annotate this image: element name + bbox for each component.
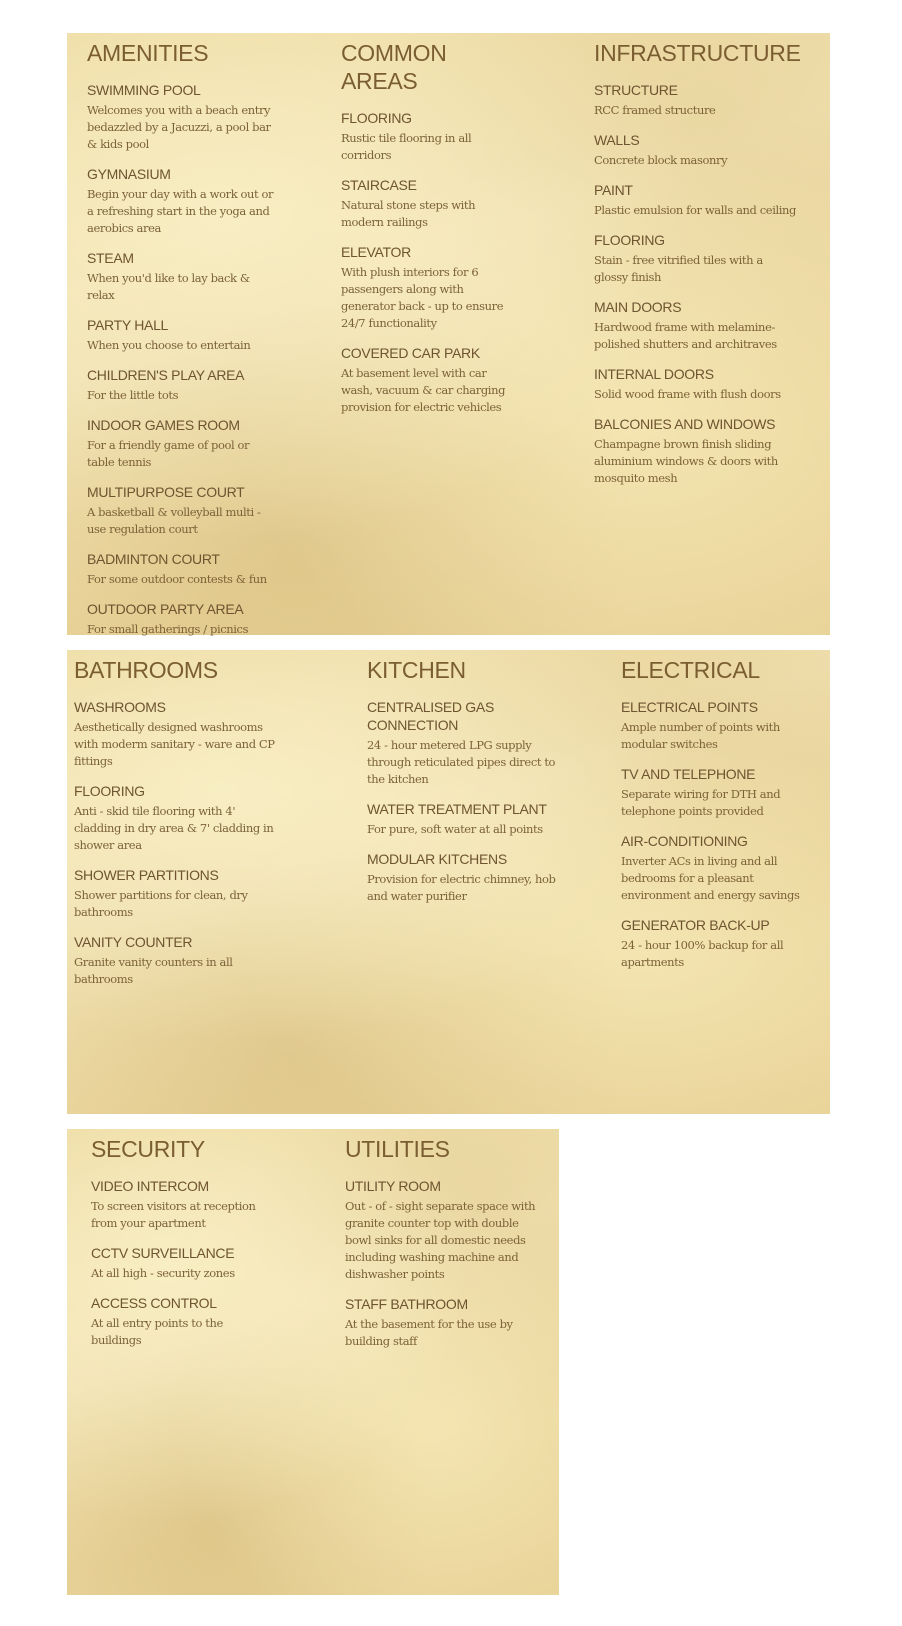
spec-item-title: PAINT [594, 182, 633, 198]
spec-item-description: Stain - free vitrified tiles with a glossy finish [594, 253, 763, 284]
spec-item-description: To screen visitors at reception from your apartment [91, 1199, 256, 1230]
spec-item-title: SWIMMING POOL [87, 82, 201, 98]
section-electrical [621, 650, 821, 983]
spec-item-description: Out - of - sight separate space with granite counter top with double bowl sinks for all domestic needs including washing machine and dishwasher points [345, 1199, 536, 1281]
spec-item-title: CCTV SURVEILLANCE [91, 1245, 235, 1261]
spec-item [345, 1295, 545, 1350]
specs-panel-middle [67, 650, 830, 1114]
spec-item [621, 916, 821, 971]
spec-item [621, 832, 821, 904]
spec-item-description: At basement level with car wash, vacuum & car charging provision for electric vehicles [341, 366, 506, 414]
spec-item-description: A basketball & volleyball multi - use regulation court [87, 505, 261, 536]
section-title: INFRASTRUCTURE [594, 40, 801, 66]
spec-item-title: BALCONIES AND WINDOWS [594, 416, 776, 432]
spec-item-description: Separate wiring for DTH and telephone points provided [621, 787, 781, 818]
spec-item-description: When you choose to entertain [87, 338, 251, 352]
spec-item-description: With plush interiors for 6 passengers along with generator back - up to ensure 24/7 functionality [341, 265, 504, 330]
spec-item-description: At all entry points to the buildings [91, 1316, 223, 1347]
spec-item-description: RCC framed structure [594, 103, 716, 117]
spec-item-title: FLOORING [341, 110, 412, 126]
spec-item-title: COVERED CAR PARK [341, 345, 480, 361]
spec-item [74, 782, 279, 854]
spec-item [91, 1294, 271, 1349]
spec-item [87, 165, 277, 237]
spec-item-title: GENERATOR BACK-UP [621, 917, 770, 933]
spec-item-description: Solid wood frame with flush doors [594, 387, 781, 401]
spec-item-description: At all high - security zones [91, 1266, 235, 1280]
spec-item-title: STEAM [87, 250, 134, 266]
spec-item-title: CENTRALISED GAS CONNECTION [367, 699, 494, 733]
spec-item-title: VANITY COUNTER [74, 934, 193, 950]
spec-item [621, 698, 821, 753]
spec-item [621, 765, 821, 820]
spec-item-description: Natural stone steps with modern railings [341, 198, 476, 229]
section-title: AMENITIES [87, 40, 209, 66]
spec-item-description: 24 - hour metered LPG supply through reticulated pipes direct to the kitchen [367, 738, 556, 786]
spec-item-description: Welcomes you with a beach entry bedazzled by a Jacuzzi, a pool bar & kids pool [87, 103, 271, 151]
section-kitchen [367, 650, 572, 917]
section-infrastructure [594, 33, 799, 499]
section-bathrooms [74, 650, 279, 1000]
spec-item-title: FLOORING [594, 232, 665, 248]
spec-item [74, 698, 279, 770]
section-security [91, 1129, 271, 1361]
spec-item-description: For pure, soft water at all points [367, 822, 543, 836]
spec-item-title: STAIRCASE [341, 177, 417, 193]
spec-item-title: CHILDREN'S PLAY AREA [87, 367, 245, 383]
spec-item [594, 365, 799, 403]
spec-item-title: MAIN DOORS [594, 299, 682, 315]
spec-item-title: INDOOR GAMES ROOM [87, 417, 240, 433]
spec-item-description: For a friendly game of pool or table tennis [87, 438, 250, 469]
spec-item-title: ACCESS CONTROL [91, 1295, 217, 1311]
spec-item-description: Rustic tile flooring in all corridors [341, 131, 472, 162]
spec-item-title: BADMINTON COURT [87, 551, 220, 567]
spec-item [87, 550, 277, 588]
spec-item-title: AIR-CONDITIONING [621, 833, 748, 849]
spec-item [87, 249, 277, 304]
spec-item-title: SHOWER PARTITIONS [74, 867, 219, 883]
spec-item [341, 109, 516, 164]
spec-item-description: When you'd like to lay back & relax [87, 271, 250, 302]
section-title: KITCHEN [367, 657, 466, 683]
spec-item-description: For some outdoor contests & fun [87, 572, 267, 586]
spec-item-description: Anti - skid tile flooring with 4' cladding in dry area & 7' cladding in shower area [74, 804, 274, 852]
spec-item [594, 231, 799, 286]
spec-item [87, 600, 277, 638]
section-title: SECURITY [91, 1136, 205, 1162]
spec-item-description: 24 - hour 100% backup for all apartments [621, 938, 784, 969]
section-title: BATHROOMS [74, 657, 218, 683]
spec-item [87, 316, 277, 354]
section-amenities [87, 33, 277, 650]
spec-item-description: Plastic emulsion for walls and ceiling [594, 203, 797, 217]
spec-item [341, 344, 516, 416]
spec-item [74, 933, 279, 988]
spec-item-description: Shower partitions for clean, dry bathrooms [74, 888, 248, 919]
spec-item-description: Champagne brown finish sliding aluminium windows & doors with mosquito mesh [594, 437, 778, 485]
spec-item [91, 1177, 271, 1232]
spec-item-title: FLOORING [74, 783, 145, 799]
section-title: COMMON AREAS [341, 40, 447, 94]
spec-item [367, 800, 572, 838]
spec-item-title: ELEVATOR [341, 244, 411, 260]
spec-item [594, 298, 799, 353]
spec-item [345, 1177, 545, 1283]
spec-item-description: Concrete block masonry [594, 153, 728, 167]
spec-item [367, 698, 572, 788]
spec-item-title: MULTIPURPOSE COURT [87, 484, 245, 500]
spec-item-description: At the basement for the use by building staff [345, 1317, 513, 1348]
spec-item [341, 176, 516, 231]
spec-item [594, 181, 799, 219]
spec-item [91, 1244, 271, 1282]
specs-panel-bottom [67, 1129, 559, 1595]
section-title: UTILITIES [345, 1136, 450, 1162]
spec-item-description: For the little tots [87, 388, 179, 402]
spec-item [594, 131, 799, 169]
spec-item-description: Inverter ACs in living and all bedrooms for a pleasant environment and energy savings [621, 854, 800, 902]
spec-item-title: INTERNAL DOORS [594, 366, 714, 382]
spec-item-title: GYMNASIUM [87, 166, 171, 182]
section-common-areas [341, 33, 516, 428]
spec-item-title: TV AND TELEPHONE [621, 766, 756, 782]
spec-item [594, 81, 799, 119]
spec-item-title: PARTY HALL [87, 317, 169, 333]
spec-item-description: Begin your day with a work out or a refreshing start in the yoga and aerobics area [87, 187, 274, 235]
spec-item-title: WALLS [594, 132, 640, 148]
spec-item [87, 483, 277, 538]
spec-item-description: Provision for electric chimney, hob and water purifier [367, 872, 556, 903]
spec-item [87, 416, 277, 471]
spec-item-title: STAFF BATHROOM [345, 1296, 468, 1312]
spec-item [87, 366, 277, 404]
spec-item [74, 866, 279, 921]
spec-item-title: MODULAR KITCHENS [367, 851, 507, 867]
spec-item [87, 81, 277, 153]
spec-item-title: WASHROOMS [74, 699, 166, 715]
specs-panel-top [67, 33, 830, 635]
spec-item-title: VIDEO INTERCOM [91, 1178, 209, 1194]
spec-item [367, 850, 572, 905]
spec-item-description: Ample number of points with modular switches [621, 720, 780, 751]
spec-item-description: Aesthetically designed washrooms with moderm sanitary - ware and CP fittings [74, 720, 275, 768]
spec-item-description: Hardwood frame with melamine-polished shutters and architraves [594, 320, 777, 351]
spec-item-title: WATER TREATMENT PLANT [367, 801, 547, 817]
spec-item-title: ELECTRICAL POINTS [621, 699, 758, 715]
section-title: ELECTRICAL [621, 657, 760, 683]
spec-item-title: UTILITY ROOM [345, 1178, 441, 1194]
spec-item-title: OUTDOOR PARTY AREA [87, 601, 244, 617]
spec-item [341, 243, 516, 332]
spec-item-description: Granite vanity counters in all bathrooms [74, 955, 233, 986]
section-utilities [345, 1129, 545, 1362]
spec-item [594, 415, 799, 487]
spec-item-description: For small gatherings / picnics [87, 622, 249, 636]
spec-item-title: STRUCTURE [594, 82, 678, 98]
